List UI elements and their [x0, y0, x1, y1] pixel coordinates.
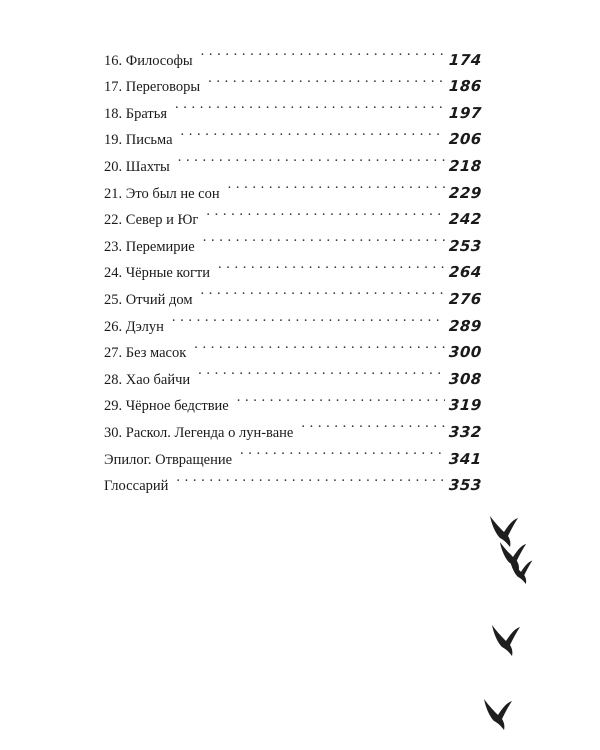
toc-entry-title: 27. Без масок [104, 345, 187, 362]
toc-entry-title: 16. Философы [104, 52, 193, 69]
toc-entry-page: 197 [448, 103, 483, 122]
toc-entry-title: Эпилог. Отвращение [104, 451, 233, 468]
toc-entry[interactable] [104, 38, 483, 69]
leader-dots [201, 38, 446, 65]
toc-entry-page: 174 [448, 50, 483, 69]
toc-entry-title: 18. Братья [104, 105, 168, 122]
leader-dots [208, 65, 445, 92]
leader-dots [176, 464, 445, 491]
toc-entry-page: 353 [448, 476, 483, 495]
toc-entry-page: 218 [448, 156, 483, 175]
toc-entry-title: 29. Чёрное бедствие [104, 398, 229, 415]
toc-entry-page: 186 [448, 77, 483, 96]
leader-dots [206, 198, 445, 225]
swallow-bird-icon [508, 556, 534, 586]
leader-dots [218, 251, 445, 278]
toc-entry-title: 17. Переговоры [104, 79, 201, 96]
leader-dots [237, 384, 445, 411]
toc-entry-title: 23. Перемирие [104, 238, 195, 255]
toc-entry-page: 308 [448, 369, 483, 388]
toc-entry-page: 341 [448, 449, 483, 468]
leader-dots [201, 277, 446, 304]
swallow-bird-icon [482, 696, 514, 732]
toc-entry-title: 19. Письма [104, 132, 173, 149]
leader-dots [198, 357, 445, 384]
leader-dots [203, 224, 445, 251]
toc-entry-title: 21. Это был не сон [104, 185, 220, 202]
leader-dots [178, 144, 445, 171]
leader-dots [301, 410, 445, 437]
toc-entry-title: 30. Раскол. Легенда о лун-ване [104, 424, 294, 441]
leader-dots [172, 304, 445, 331]
toc-entry-page: 206 [448, 130, 483, 149]
toc-entry-page: 332 [448, 422, 483, 441]
leader-dots [181, 118, 446, 145]
toc-entry-title: Глоссарий [104, 478, 169, 495]
table-of-contents [104, 38, 483, 495]
swallow-bird-icon [490, 622, 522, 658]
toc-entry-title: 22. Север и Юг [104, 212, 199, 229]
toc-entry-title: 28. Хао байчи [104, 371, 191, 388]
toc-entry-page: 300 [448, 343, 483, 362]
toc-entry-title: 20. Шахты [104, 158, 170, 175]
toc-entry-title: 24. Чёрные когти [104, 265, 211, 282]
toc-entry-page: 229 [448, 183, 483, 202]
toc-entry-page: 253 [448, 236, 483, 255]
toc-entry-page: 276 [448, 289, 483, 308]
toc-entry-page: 264 [448, 263, 483, 282]
leader-dots [240, 437, 445, 464]
leader-dots [194, 331, 445, 358]
toc-entry-page: 242 [448, 210, 483, 229]
toc-entry-title: 26. Дэлун [104, 318, 164, 335]
toc-entry-page: 319 [448, 396, 483, 415]
toc-entry-page: 289 [448, 316, 483, 335]
leader-dots [175, 91, 445, 118]
leader-dots [228, 171, 446, 198]
toc-entry-title: 25. Отчий дом [104, 291, 193, 308]
